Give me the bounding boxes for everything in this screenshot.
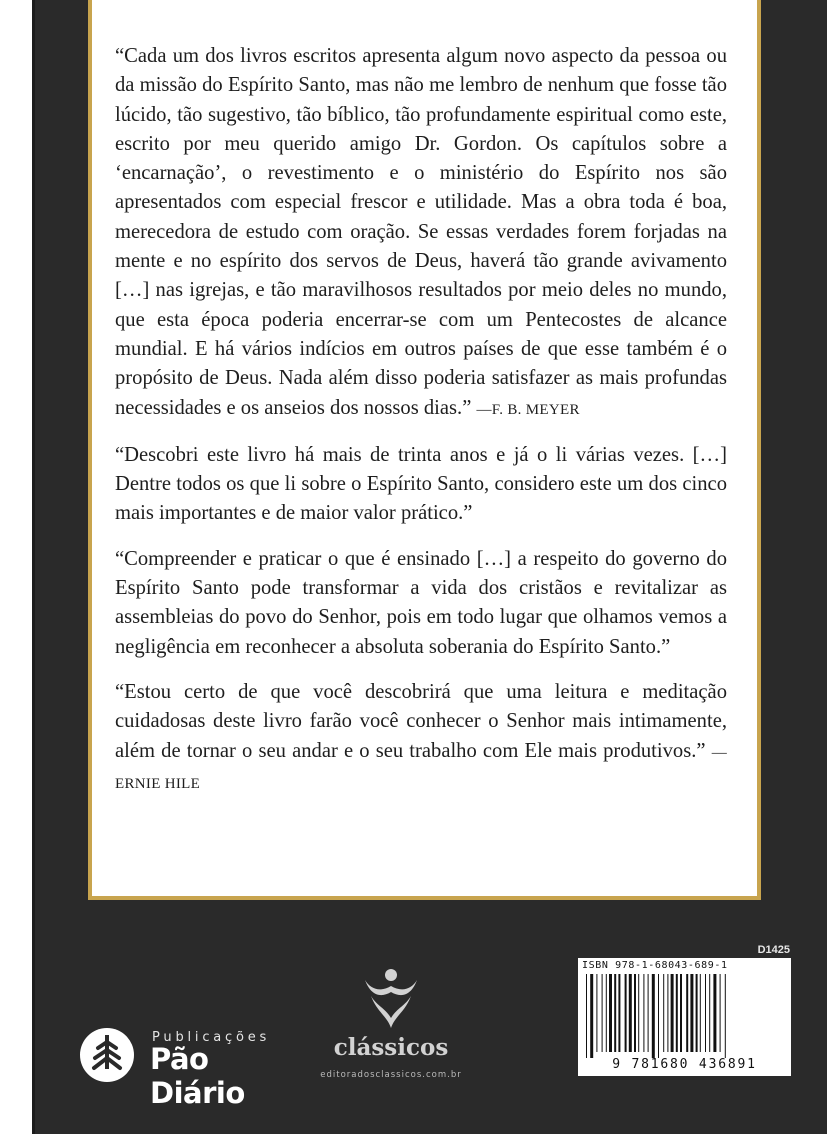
pao-diario-hands-icon [80, 1028, 134, 1082]
barcode-bar [586, 974, 587, 1058]
barcode-bar [696, 974, 698, 1052]
quote-2-text: “Descobri este livro há mais de trinta anos e já o li várias vezes. […] Dentre todos os que li sobre o Espírito Santo, considero este um dos cinco mais importantes e de maior valor prático.” [115, 443, 727, 525]
barcode-bar [638, 974, 639, 1052]
imprint-name: clássicos [333, 1034, 449, 1061]
product-code: D1425 [757, 944, 790, 956]
barcode-bar [648, 974, 649, 1052]
quote-3 [115, 545, 727, 662]
barcode-bar [606, 974, 607, 1052]
barcode-bar [713, 974, 716, 1052]
imprint-url: editoradosclassicos.com.br [320, 1070, 462, 1080]
isbn-label: ISBN 978-1-68043-689-1 [582, 960, 728, 971]
barcode-bar [671, 974, 674, 1052]
quote-1-attribution: —F. B. MEYER [476, 401, 580, 418]
barcode-bar [720, 974, 721, 1052]
barcode-bar [618, 974, 620, 1052]
barcode-bar [700, 974, 701, 1052]
barcode-bar [709, 974, 710, 1052]
barcode-bar [663, 974, 664, 1052]
barcode-bar [676, 974, 678, 1052]
barcode-bar [680, 974, 682, 1052]
quote-4 [115, 678, 727, 799]
barcode-bar [602, 974, 603, 1052]
barcode-bar [725, 974, 726, 1058]
publisher-small-label: Publicações [152, 1030, 271, 1045]
barcode-bars [586, 974, 783, 1058]
quote-4-attribution: —ERNIE HILE [115, 744, 727, 792]
quote-3-text: “Compreender e praticar o que é ensinado […] a respeito do governo do Espírito Santo pode transformar a vida dos cristãos e revitalizar as assembleias do povo do Senhor, pois em todo lugar que olhamos vemos a negligência em reconhecer a absoluta soberania do Espírito Santo.” [115, 547, 727, 658]
barcode-bar [652, 974, 655, 1058]
barcode-digits: 9 781680 436891 [612, 1057, 757, 1072]
barcode [578, 958, 791, 1076]
barcode-bar [667, 974, 668, 1052]
quote-1-text: “Cada um dos livros escritos apresenta algum novo aspecto da pessoa ou da missão do Espírito Santo, mas não me lembro de nenhum que fosse tão lúcido, tão sugestivo, tão bíblico, tão profundamente espiritual como este, escrito por meu querido amigo Dr. Gordon. Os capítulos sobre a ‘encarnação’, o revestimento e o ministério do Espírito nos são apresentados com especial frescor e utilidade. Mas a obra toda é boa, merecedora de estudo com oração. Se essas verdades forem forjadas na mente e no espírito dos servos de Deus, haverá tão grande avivamento […] nas igrejas, e tão maravilhosos resultados por meio deles no mundo, que esta época poderia encerrar-se com um Pentecostes de alcance mundial. E há vários indícios em outros países de que esse também é o propósito de Deus. Nada além disso poderia satisfazer as mais profundas necessidades e os anseios dos nossos dias.” [115, 45, 727, 419]
barcode-bar [629, 974, 632, 1052]
quotes-text [115, 42, 727, 815]
barcode-bar [625, 974, 627, 1052]
barcode-bar [686, 974, 688, 1052]
classicos-logo [316, 966, 486, 1086]
barcode-bar [614, 974, 616, 1052]
barcode-bar [658, 974, 659, 1058]
barcode-bar [634, 974, 636, 1052]
barcode-bar [705, 974, 706, 1052]
barcode-bar [643, 974, 644, 1052]
quote-2 [115, 441, 727, 529]
pao-diario-logo [80, 1028, 290, 1110]
barcode-bar [609, 974, 612, 1052]
publisher-name: Pão Diário [150, 1042, 245, 1110]
barcode-bar [690, 974, 693, 1052]
barcode-bar [596, 974, 597, 1052]
classicos-figure-icon [361, 966, 421, 1032]
quote-1 [115, 42, 727, 425]
cover-spine-edge [32, 0, 35, 1134]
quote-4-text: “Estou certo de que você descobrirá que uma leitura e meditação cuidadosas deste livro farão você conhecer o Senhor mais intimamente, além de tornar o seu andar e o seu trabalho com Ele mais produtivos.” [115, 680, 727, 762]
barcode-bar [590, 974, 593, 1058]
